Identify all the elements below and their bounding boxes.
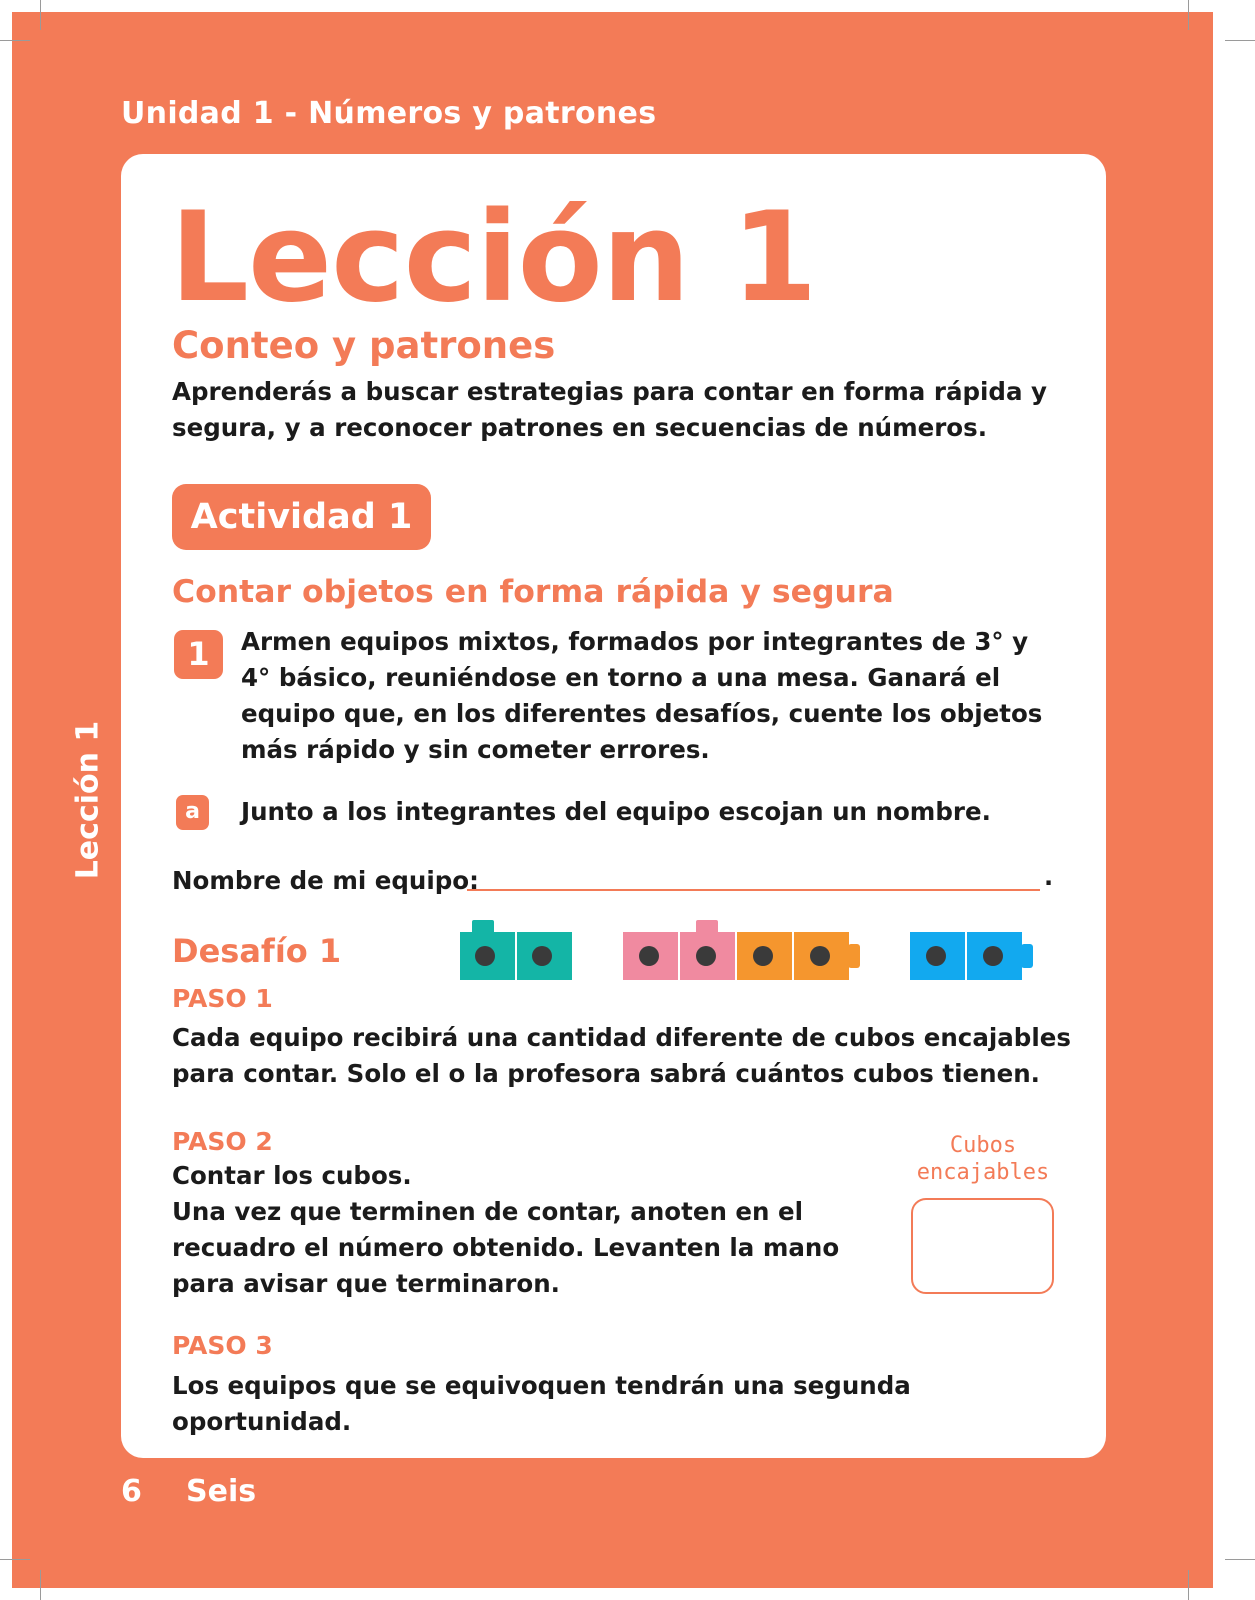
step-2-line-1: Contar los cubos. (172, 1161, 412, 1190)
team-name-label: Nombre de mi equipo: (172, 866, 479, 895)
cube-hole (983, 946, 1003, 966)
cube-hole (532, 946, 552, 966)
cube-hole (926, 946, 946, 966)
crop-mark (40, 1570, 41, 1600)
step-2-text (172, 1158, 852, 1302)
cube-connector (696, 920, 718, 934)
step-2-line-2: Una vez que terminen de contar, anoten en el recuadro el número obtenido. Levanten la mano para avisar que terminaron. (172, 1197, 840, 1298)
lesson-intro: Aprenderás a buscar estrategias para contar en forma rápida y segura, y a reconocer patrones en secuencias de números. (172, 377, 1047, 442)
cube-connector (848, 944, 860, 968)
item-a-text: Junto a los integrantes del equipo escojan un nombre. (241, 797, 991, 826)
answer-box[interactable] (911, 1198, 1054, 1294)
cube-connector (472, 920, 494, 934)
lesson-title: Lección 1 (170, 186, 817, 330)
cube-hole (475, 946, 495, 966)
crop-mark (0, 1559, 30, 1560)
crop-mark (1188, 0, 1189, 30)
cube-hole (639, 946, 659, 966)
crop-mark (40, 0, 41, 30)
cube-hole (696, 946, 716, 966)
step-1-text: Cada equipo recibirá una cantidad diferente de cubos encajables para contar. Solo el o la profesora sabrá cuántos cubos tienen. (172, 1023, 1071, 1088)
crop-mark (1225, 40, 1255, 41)
lesson-subtitle: Conteo y patrones (172, 324, 556, 367)
unit-header: Unidad 1 - Números y patrones (121, 96, 657, 131)
answer-box-label: Cubos encajables (916, 1133, 1050, 1185)
cube-hole (810, 946, 830, 966)
crop-mark (1188, 1570, 1189, 1600)
activity-title: Contar objetos en forma rápida y segura (172, 574, 894, 610)
team-name-period: . (1044, 863, 1054, 891)
item-number-badge: 1 (174, 630, 223, 679)
step-2-title: PASO 2 (172, 1127, 273, 1156)
challenge-title: Desafío 1 (172, 932, 342, 970)
side-tab-lesson: Lección 1 (70, 720, 106, 880)
step-3-text: Los equipos que se equivoquen tendrán una segunda oportunidad. (172, 1371, 911, 1436)
crop-mark (1225, 1559, 1255, 1560)
activity-badge: Actividad 1 (172, 484, 431, 550)
step-3-title: PASO 3 (172, 1331, 273, 1360)
item-1-text: Armen equipos mixtos, formados por integrantes de 3° y 4° básico, reuniéndose en torno a una mesa. Ganará el equipo que, en los diferentes desafíos, cuente los objetos más rápido y sin cometer errores. (241, 627, 1043, 764)
cube-hole (753, 946, 773, 966)
page-number-word: Seis (186, 1474, 257, 1509)
cube-connector (1021, 944, 1033, 968)
linking-cubes-icon (460, 920, 1060, 982)
team-name-field[interactable] (467, 889, 1040, 891)
crop-mark (0, 40, 30, 41)
step-1-title: PASO 1 (172, 984, 273, 1013)
item-letter-badge: a (176, 795, 209, 830)
page-number: 6 (121, 1474, 142, 1509)
